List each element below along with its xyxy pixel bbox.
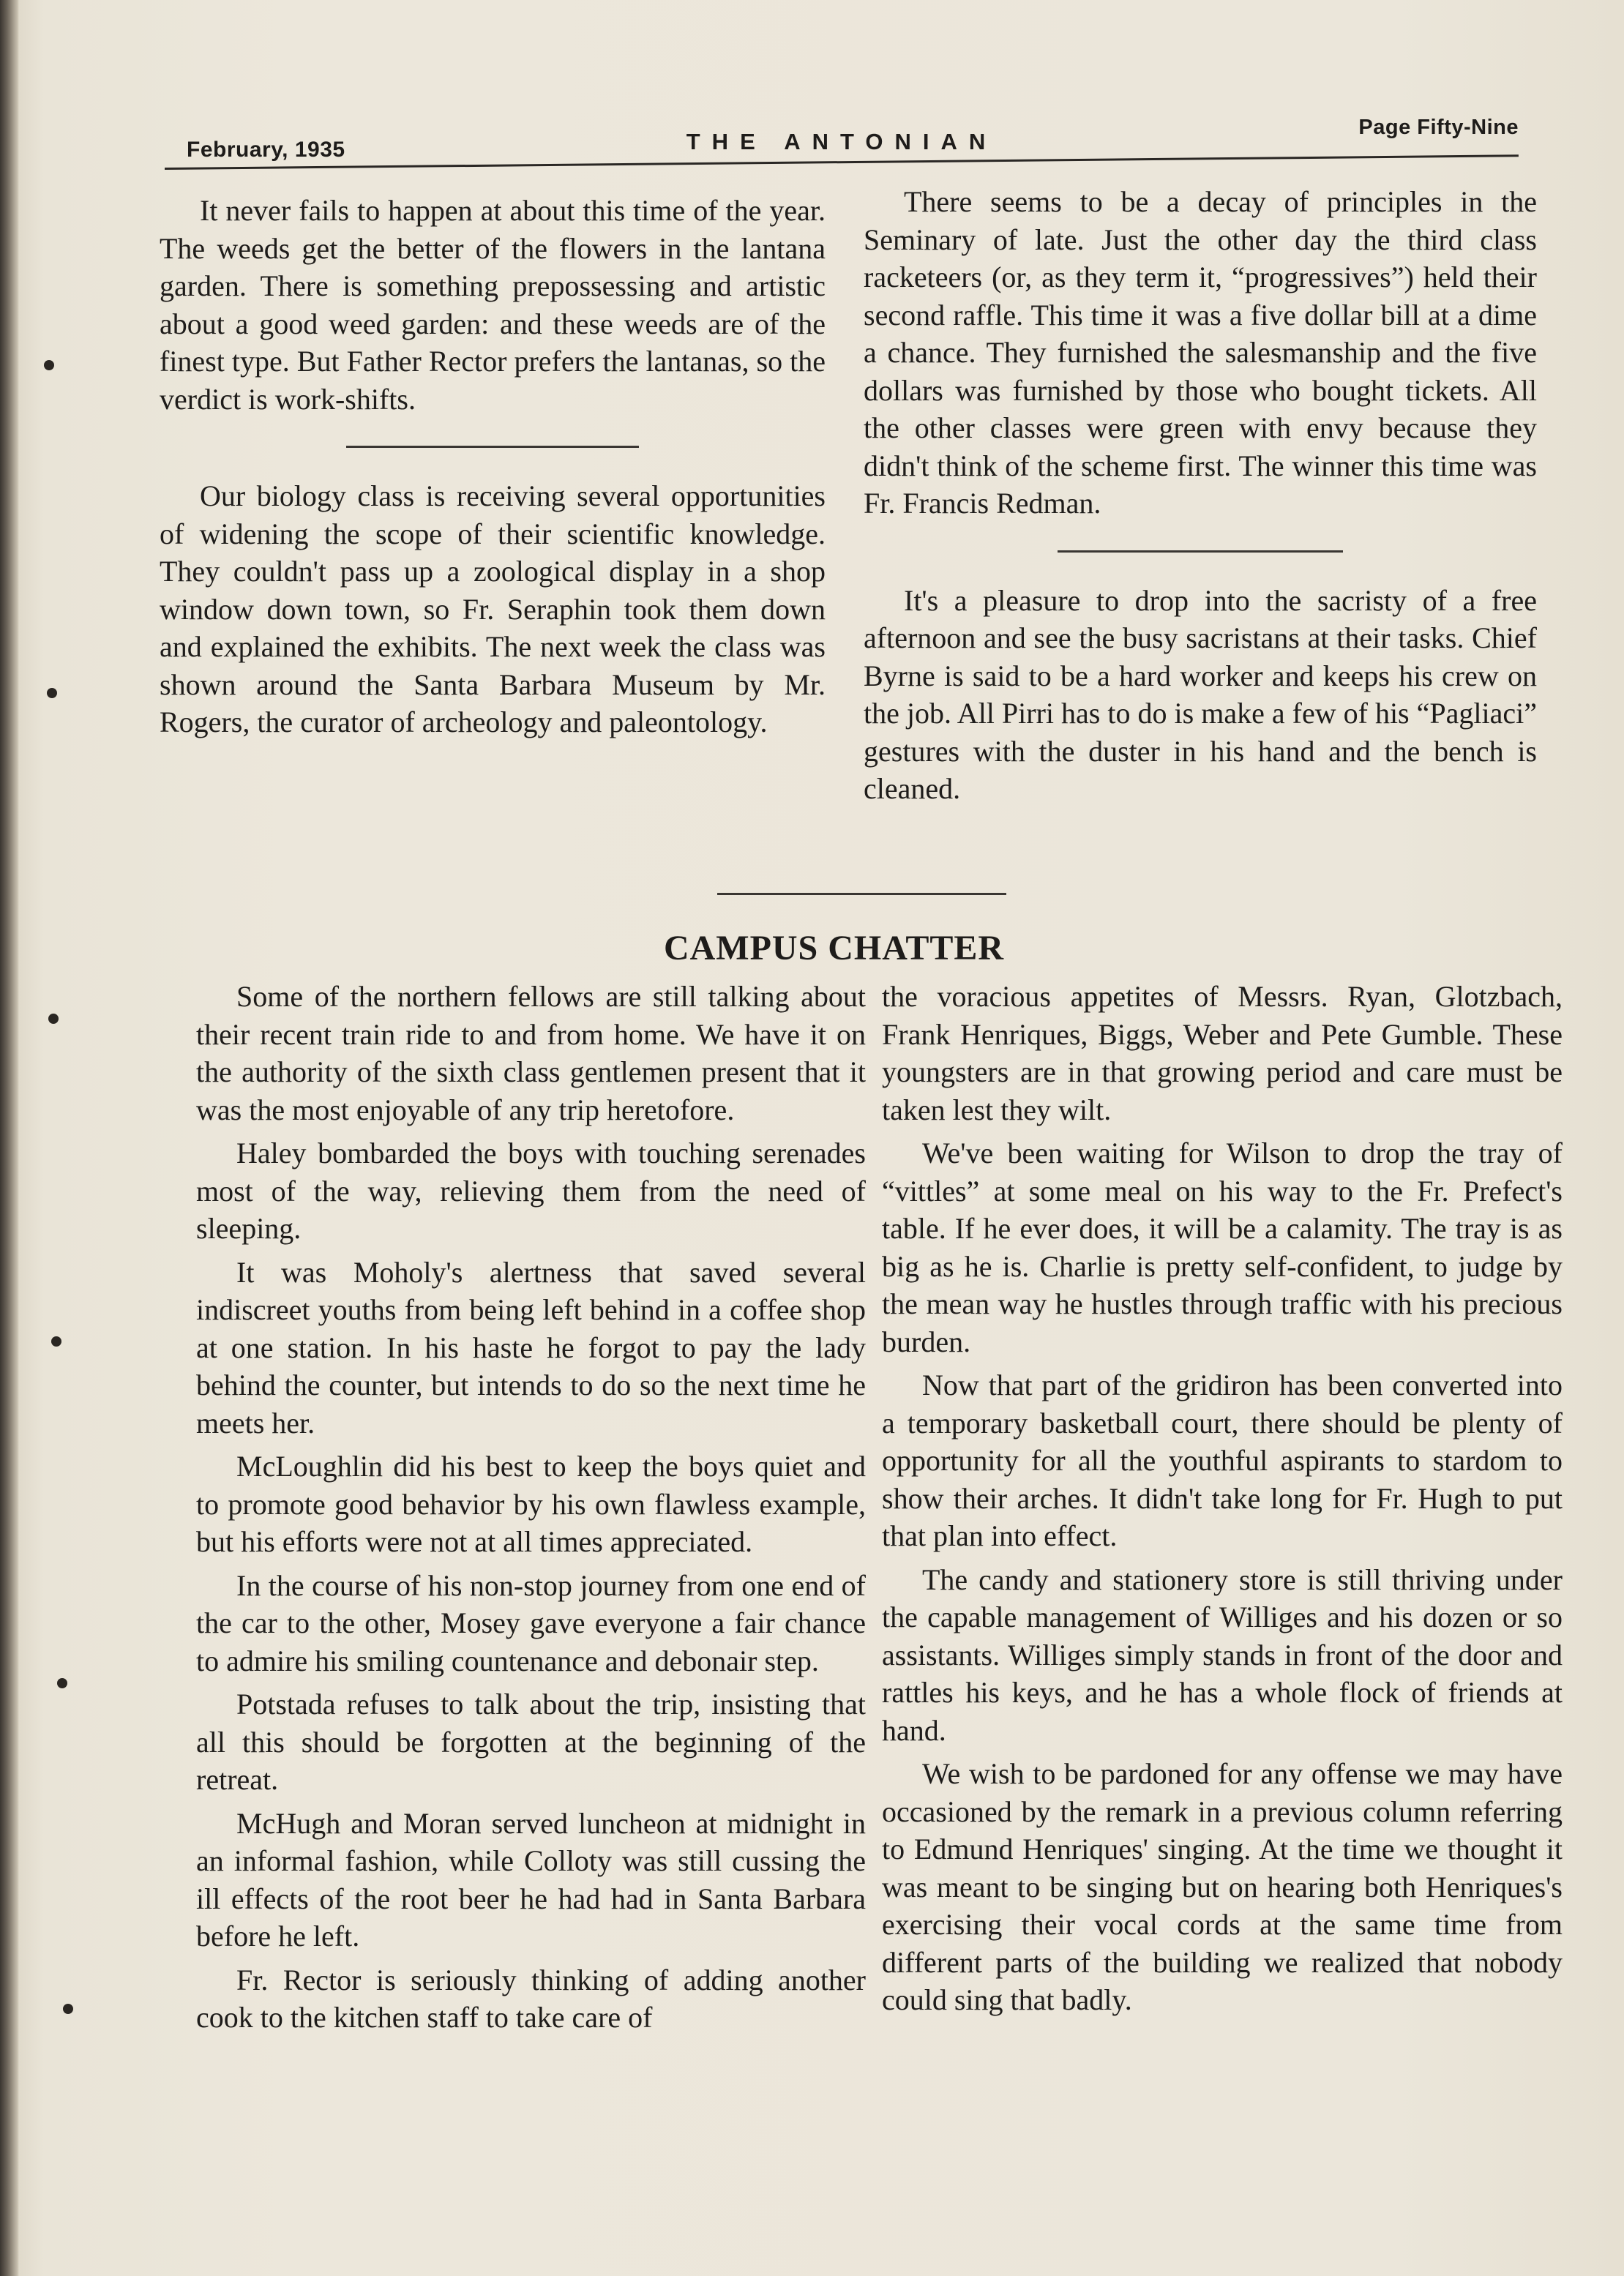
chatter-paragraph: In the course of his non-stop journey from one end of the car to the other, Mosey gave everyone a fair chance to admire his smiling countenance and debonair step. xyxy=(196,1568,866,1677)
chatter-paragraph: Some of the northern fellows are still talking about their recent train ride to and from home. We have it on the authority of the sixth class gentlemen present that it was the most enjoyable of any trip heretofore. xyxy=(196,980,866,1126)
right-column-top xyxy=(864,183,1537,814)
chatter-paragraph: Now that part of the gridiron has been converted into a temporary basketball court, there should be plenty of opportunity for all the youthful aspirants to stardom to show their arches. It didn't take long for Fr. Hugh to put that plan into effect. xyxy=(882,1369,1563,1552)
section-divider-rule xyxy=(717,893,1006,895)
separator-rule xyxy=(346,446,639,448)
binding-hole xyxy=(51,1336,61,1347)
binding-hole xyxy=(63,2004,73,2014)
separator-rule xyxy=(1058,550,1343,553)
chatter-paragraph: McHugh and Moran served luncheon at midnight in an informal fashion, while Colloty was still cussing the ill effects of the root beer he had had in Santa Barbara before he left. xyxy=(196,1806,866,1953)
header-rule xyxy=(165,154,1519,170)
binding-edge xyxy=(0,0,19,2276)
chatter-paragraph: Potstada refuses to talk about the trip, insisting that all this should be forgotten at the beginning of the retreat. xyxy=(196,1688,866,1796)
binding-hole xyxy=(57,1678,67,1688)
binding-hole xyxy=(47,688,57,698)
chatter-paragraph: We've been waiting for Wilson to drop the tray of “vittles” at some meal on his way to the Fr. Prefect's table. If he ever does, it will be a calamity. The tray is as big as he is. Charlie is pretty self-confident, to judge by the mean way he hustles through traffic with his precious burden. xyxy=(882,1137,1563,1358)
section-title-campus-chatter: CAMPUS CHATTER xyxy=(663,929,1005,967)
header-date: February, 1935 xyxy=(187,138,345,162)
paragraph-biology-class: Our biology class is receiving several opportunities of widening the scope of their scientific knowledge. They couldn't pass up a zoological display in a shop window down town, so Fr. Seraphin took them down and explained the exhibits. The next week the class was shown around the Santa Barbara Museum by Mr. Rogers, the curator of archeology and paleontology. xyxy=(160,479,826,738)
chatter-paragraph: Fr. Rector is seriously thinking of adding another cook to the kitchen staff to take care of xyxy=(196,1963,866,2034)
binding-hole xyxy=(48,1014,59,1024)
paragraph-raffle: There seems to be a decay of principles in the Seminary of late. Just the other day the third class racketeers (or, as they term it, “progressives”) held their second raffle. This time it was a five dollar bill at a dime a chance. They furnished the salesmanship and the five dollars was furnished by those who bought tickets. All the other classes were green with envy because they didn't think of the scheme first. The winner this time was Fr. Francis Redman. xyxy=(864,185,1537,520)
chatter-paragraph: McLoughlin did his best to keep the boys quiet and to promote good behavior by his own flawless example, but his efforts were not at all times appreciated. xyxy=(196,1450,866,1558)
running-header xyxy=(165,116,1519,170)
chatter-paragraph: It was Moholy's alertness that saved several indiscreet youths from being left behind in a coffee shop at one station. In his haste he forgot to pay the lady behind the counter, but intends to do so the next time he meets her. xyxy=(196,1255,866,1440)
chatter-paragraph: Haley bombarded the boys with touching serenades most of the way, relieving them from the need of sleeping. xyxy=(196,1137,866,1245)
paragraph-sacristy: It's a pleasure to drop into the sacristy of a free afternoon and see the busy sacristans at their tasks. Chief Byrne is said to be a hard worker and keeps his crew on the job. All Pirri has to do is make a few of his “Pagliaci” gestures with the duster in his hand and the bench is cleaned. xyxy=(864,583,1537,805)
chatter-paragraph: The candy and stationery store is still thriving under the capable management of Williges and his dozen or so assistants. Williges simply stands in front of the door and rattles his keys, and he has a whole flock of friends at hand. xyxy=(882,1562,1563,1747)
header-page-number: Page Fifty-Nine xyxy=(1358,116,1519,139)
campus-chatter-right-column xyxy=(882,978,1563,2025)
campus-chatter-left-column xyxy=(196,978,866,2043)
chatter-paragraph: We wish to be pardoned for any offense we may have occasioned by the remark in a previous column referring to Edmund Henriques' singing. At the time we thought it was meant to be singing but on hearing both Henriques's exercising their vocal cords at the same time from different parts of the building we realized that nobody could sing that badly. xyxy=(882,1757,1563,2016)
paragraph-lantana-garden: It never fails to happen at about this time of the year. The weeds get the better of the flowers in the lantana garden. There is something prepossessing and artistic about a good weed garden: and these weeds are of the finest type. But Father Rector prefers the lantanas, so the verdict is work-shifts. xyxy=(160,194,826,416)
chatter-paragraph-continued: the voracious appetites of Messrs. Ryan, Glotzbach, Frank Henriques, Biggs, Weber and Pete Gumble. These youngsters are in that growing period and care must be taken lest they wilt. xyxy=(882,980,1563,1126)
left-column-top xyxy=(160,192,826,747)
header-title: THE ANTONIAN xyxy=(686,129,998,154)
binding-hole xyxy=(44,360,54,370)
